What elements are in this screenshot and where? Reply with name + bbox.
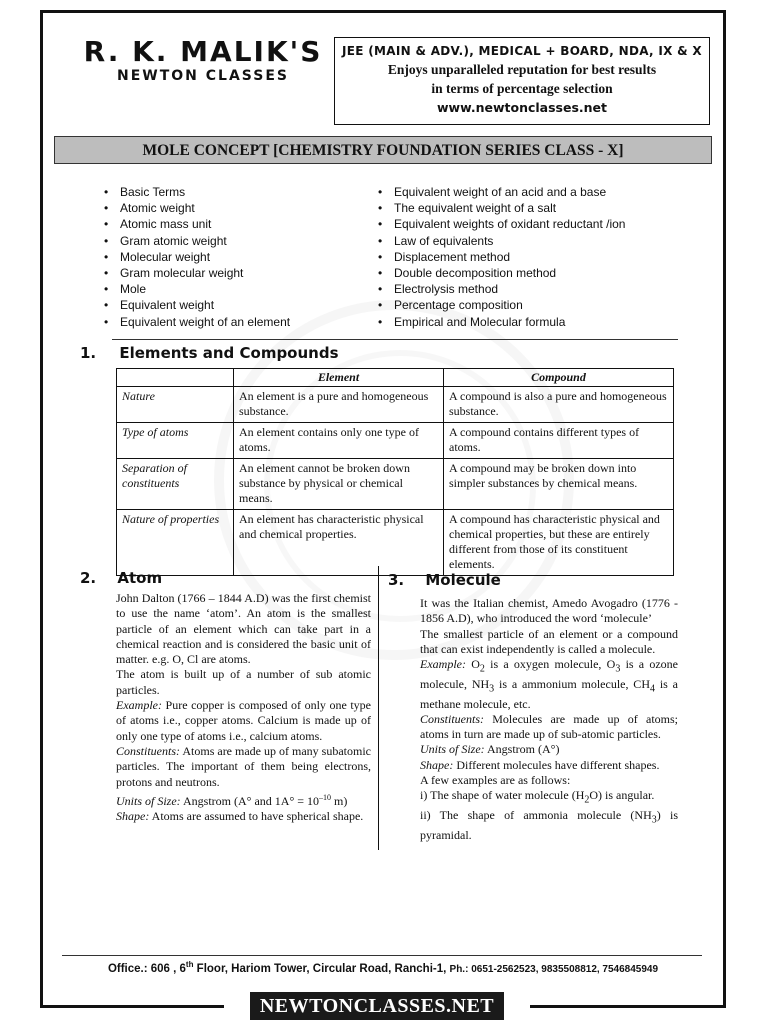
subscript: 3 xyxy=(489,683,495,695)
section-number: 3. xyxy=(388,571,405,589)
row-header-cell: Type of atoms xyxy=(117,423,234,459)
text: is a methane molecule, etc. xyxy=(420,676,678,711)
footer-office-rest: Floor, Hariom Tower, Circular Road, Ranchi-1, xyxy=(193,962,450,975)
label: Constituents: xyxy=(116,743,181,758)
table-cell: An element is a pure and homogeneous substance. xyxy=(234,387,444,423)
label: Constituents: xyxy=(420,711,485,726)
paragraph xyxy=(420,758,678,773)
text: Angstrom (A° and 1A° = 10 xyxy=(180,793,320,808)
topic-item: • Law of equivalents xyxy=(378,233,625,249)
text: Pure copper is composed of only one type of atoms i.e., copper atoms. Calcium is made up of only one type of atoms i.e., calcium atoms. xyxy=(116,698,371,743)
site-banner xyxy=(224,992,530,1024)
text: m) xyxy=(331,793,348,808)
topic-item: • Molecular weight xyxy=(104,249,290,265)
section-title: Elements and Compounds xyxy=(119,344,339,362)
row-header-cell: Nature of properties xyxy=(117,510,234,576)
paragraph xyxy=(116,809,371,824)
label: Shape: xyxy=(116,809,150,824)
header-tagline-2: in terms of percentage selection xyxy=(431,81,613,96)
text: ii) The shape of ammonia molecule (NH xyxy=(420,808,652,823)
topic-item: • Equivalent weight of an element xyxy=(104,314,290,330)
label: Example: xyxy=(420,657,466,672)
molecule-text xyxy=(420,596,678,843)
text: Different molecules have different shapes. xyxy=(453,757,660,772)
paragraph: The smallest particle of an element or a compound that can exist independently is called a molecule. xyxy=(420,626,678,656)
table-cell: A compound has characteristic physical and chemical properties, but these are entirely different from those of its constituent elements. xyxy=(444,510,674,576)
paragraph xyxy=(420,742,678,757)
text: ) is pyramidal. xyxy=(420,808,678,842)
site-banner-text: NEWTONCLASSES.NET xyxy=(250,992,504,1020)
text: Angstrom (A°) xyxy=(484,742,560,757)
row-header-cell: Nature xyxy=(117,387,234,423)
paragraph xyxy=(116,698,371,744)
table-row xyxy=(117,510,674,576)
footer-office: Office.: 606 , 6 xyxy=(107,962,186,975)
table-cell: A compound is also a pure and homogeneous substance. xyxy=(444,387,674,423)
footer-phone: Ph.: 0651-2562523, 9835508812, 7546845949 xyxy=(449,963,659,975)
text: Atoms are assumed to have spherical shape. xyxy=(149,809,364,824)
label: Units of Size: xyxy=(116,793,181,808)
subscript: 2 xyxy=(584,794,590,806)
paragraph xyxy=(420,712,678,743)
subscript: 4 xyxy=(649,683,655,695)
label: Units of Size: xyxy=(420,742,485,757)
subscript: 3 xyxy=(651,814,657,826)
header-website: www.newtonclasses.net xyxy=(436,100,607,115)
topic-item: • Atomic mass unit xyxy=(104,216,290,232)
table-row xyxy=(117,459,674,510)
header-box xyxy=(334,37,710,125)
section-heading xyxy=(388,571,501,589)
topic-item: • Empirical and Molecular formula xyxy=(378,314,625,330)
text: O xyxy=(465,657,480,672)
table-header: Compound xyxy=(444,369,674,387)
topic-item: • Electrolysis method xyxy=(378,281,625,297)
comparison-table xyxy=(116,368,674,576)
page-title: MOLE CONCEPT [CHEMISTRY FOUNDATION SERIES CLASS - X] xyxy=(54,136,712,164)
topic-item: • Percentage composition xyxy=(378,297,625,313)
section-heading xyxy=(80,569,162,587)
topic-item: • The equivalent weight of a salt xyxy=(378,200,625,216)
topics-right xyxy=(378,184,625,330)
text: Atoms are made up of many subatomic particles. The important of them being electrons, protons and neutrons. xyxy=(116,743,371,789)
topic-item: • Basic Terms xyxy=(104,184,290,200)
text: O) is angular. xyxy=(589,788,655,803)
logo-subtitle: NEWTON CLASSES xyxy=(117,68,289,84)
text: is a ammonium molecule, CH xyxy=(494,676,650,691)
table-row xyxy=(117,423,674,459)
topic-item: • Equivalent weight xyxy=(104,297,290,313)
paragraph: The atom is built up of a number of sub atomic particles. xyxy=(116,667,371,697)
table-cell: A compound contains different types of atoms. xyxy=(444,423,674,459)
topic-item: • Mole xyxy=(104,281,290,297)
table-header: Element xyxy=(234,369,444,387)
footer-divider xyxy=(62,955,702,956)
section-title: Atom xyxy=(117,569,163,587)
paragraph: John Dalton (1766 – 1844 A.D) was the first chemist to use the name ‘atom’. An atom is the smallest particle of an element which can take part in a chemical reaction and is considered the basic unit of matter. e.g. O, Cl are atoms. xyxy=(116,591,371,667)
text: is a oxygen molecule, O xyxy=(484,657,616,672)
table-cell: A compound may be broken down into simpler substances by chemical means. xyxy=(444,459,674,510)
topic-item: • Atomic weight xyxy=(104,200,290,216)
logo-title: R. K. MALIK'S xyxy=(83,35,323,68)
section-number: 1. xyxy=(80,344,97,362)
superscript: –10 xyxy=(319,792,332,802)
row-header-cell: Separation of constituents xyxy=(117,459,234,510)
text: Molecules are made up of atoms; atoms in turn are made up of sub-atomic particles. xyxy=(420,711,678,742)
table-header-row xyxy=(117,369,674,387)
topic-item: • Double decomposition method xyxy=(378,265,625,281)
table-row xyxy=(117,387,674,423)
header-tagline-1: Enjoys unparalleled reputation for best results xyxy=(387,62,657,77)
section-number: 2. xyxy=(80,569,97,587)
section-title: Molecule xyxy=(425,571,501,589)
logo xyxy=(80,36,326,84)
text: i) The shape of water molecule (H xyxy=(420,788,585,803)
table-cell: An element contains only one type of atoms. xyxy=(234,423,444,459)
paragraph xyxy=(420,788,678,808)
paragraph xyxy=(420,808,678,843)
footer-address xyxy=(40,960,726,975)
topic-item: • Gram molecular weight xyxy=(104,265,290,281)
table-header xyxy=(117,369,234,387)
table-cell: An element has characteristic physical and chemical properties. xyxy=(234,510,444,576)
paragraph xyxy=(420,657,678,712)
superscript: th xyxy=(185,960,194,969)
text: is a ozone molecule, NH xyxy=(420,657,679,691)
topic-item: • Gram atomic weight xyxy=(104,233,290,249)
topic-item: • Equivalent weight of an acid and a base xyxy=(378,184,625,200)
table-cell: An element cannot be broken down substance by physical or chemical means. xyxy=(234,459,444,510)
topics-left xyxy=(104,184,290,330)
paragraph: It was the Italian chemist, Amedo Avogadro (1776 - 1856 A.D), who introduced the word ‘molecule’ xyxy=(420,596,678,626)
divider xyxy=(112,339,678,340)
topic-item: • Displacement method xyxy=(378,249,625,265)
paragraph xyxy=(116,744,371,790)
atom-text xyxy=(116,591,371,824)
column-divider xyxy=(378,566,379,850)
label: Shape: xyxy=(420,757,454,772)
subscript: 3 xyxy=(615,663,621,675)
subscript: 2 xyxy=(479,663,485,675)
paragraph xyxy=(116,790,371,809)
header-courses: JEE (MAIN & ADV.), MEDICAL + BOARD, NDA, IX & X xyxy=(342,44,702,58)
label: Example: xyxy=(116,698,162,713)
topic-item: • Equivalent weights of oxidant reductant /ion xyxy=(378,216,625,232)
paragraph: A few examples are as follows: xyxy=(420,773,571,788)
section-heading xyxy=(80,344,339,362)
